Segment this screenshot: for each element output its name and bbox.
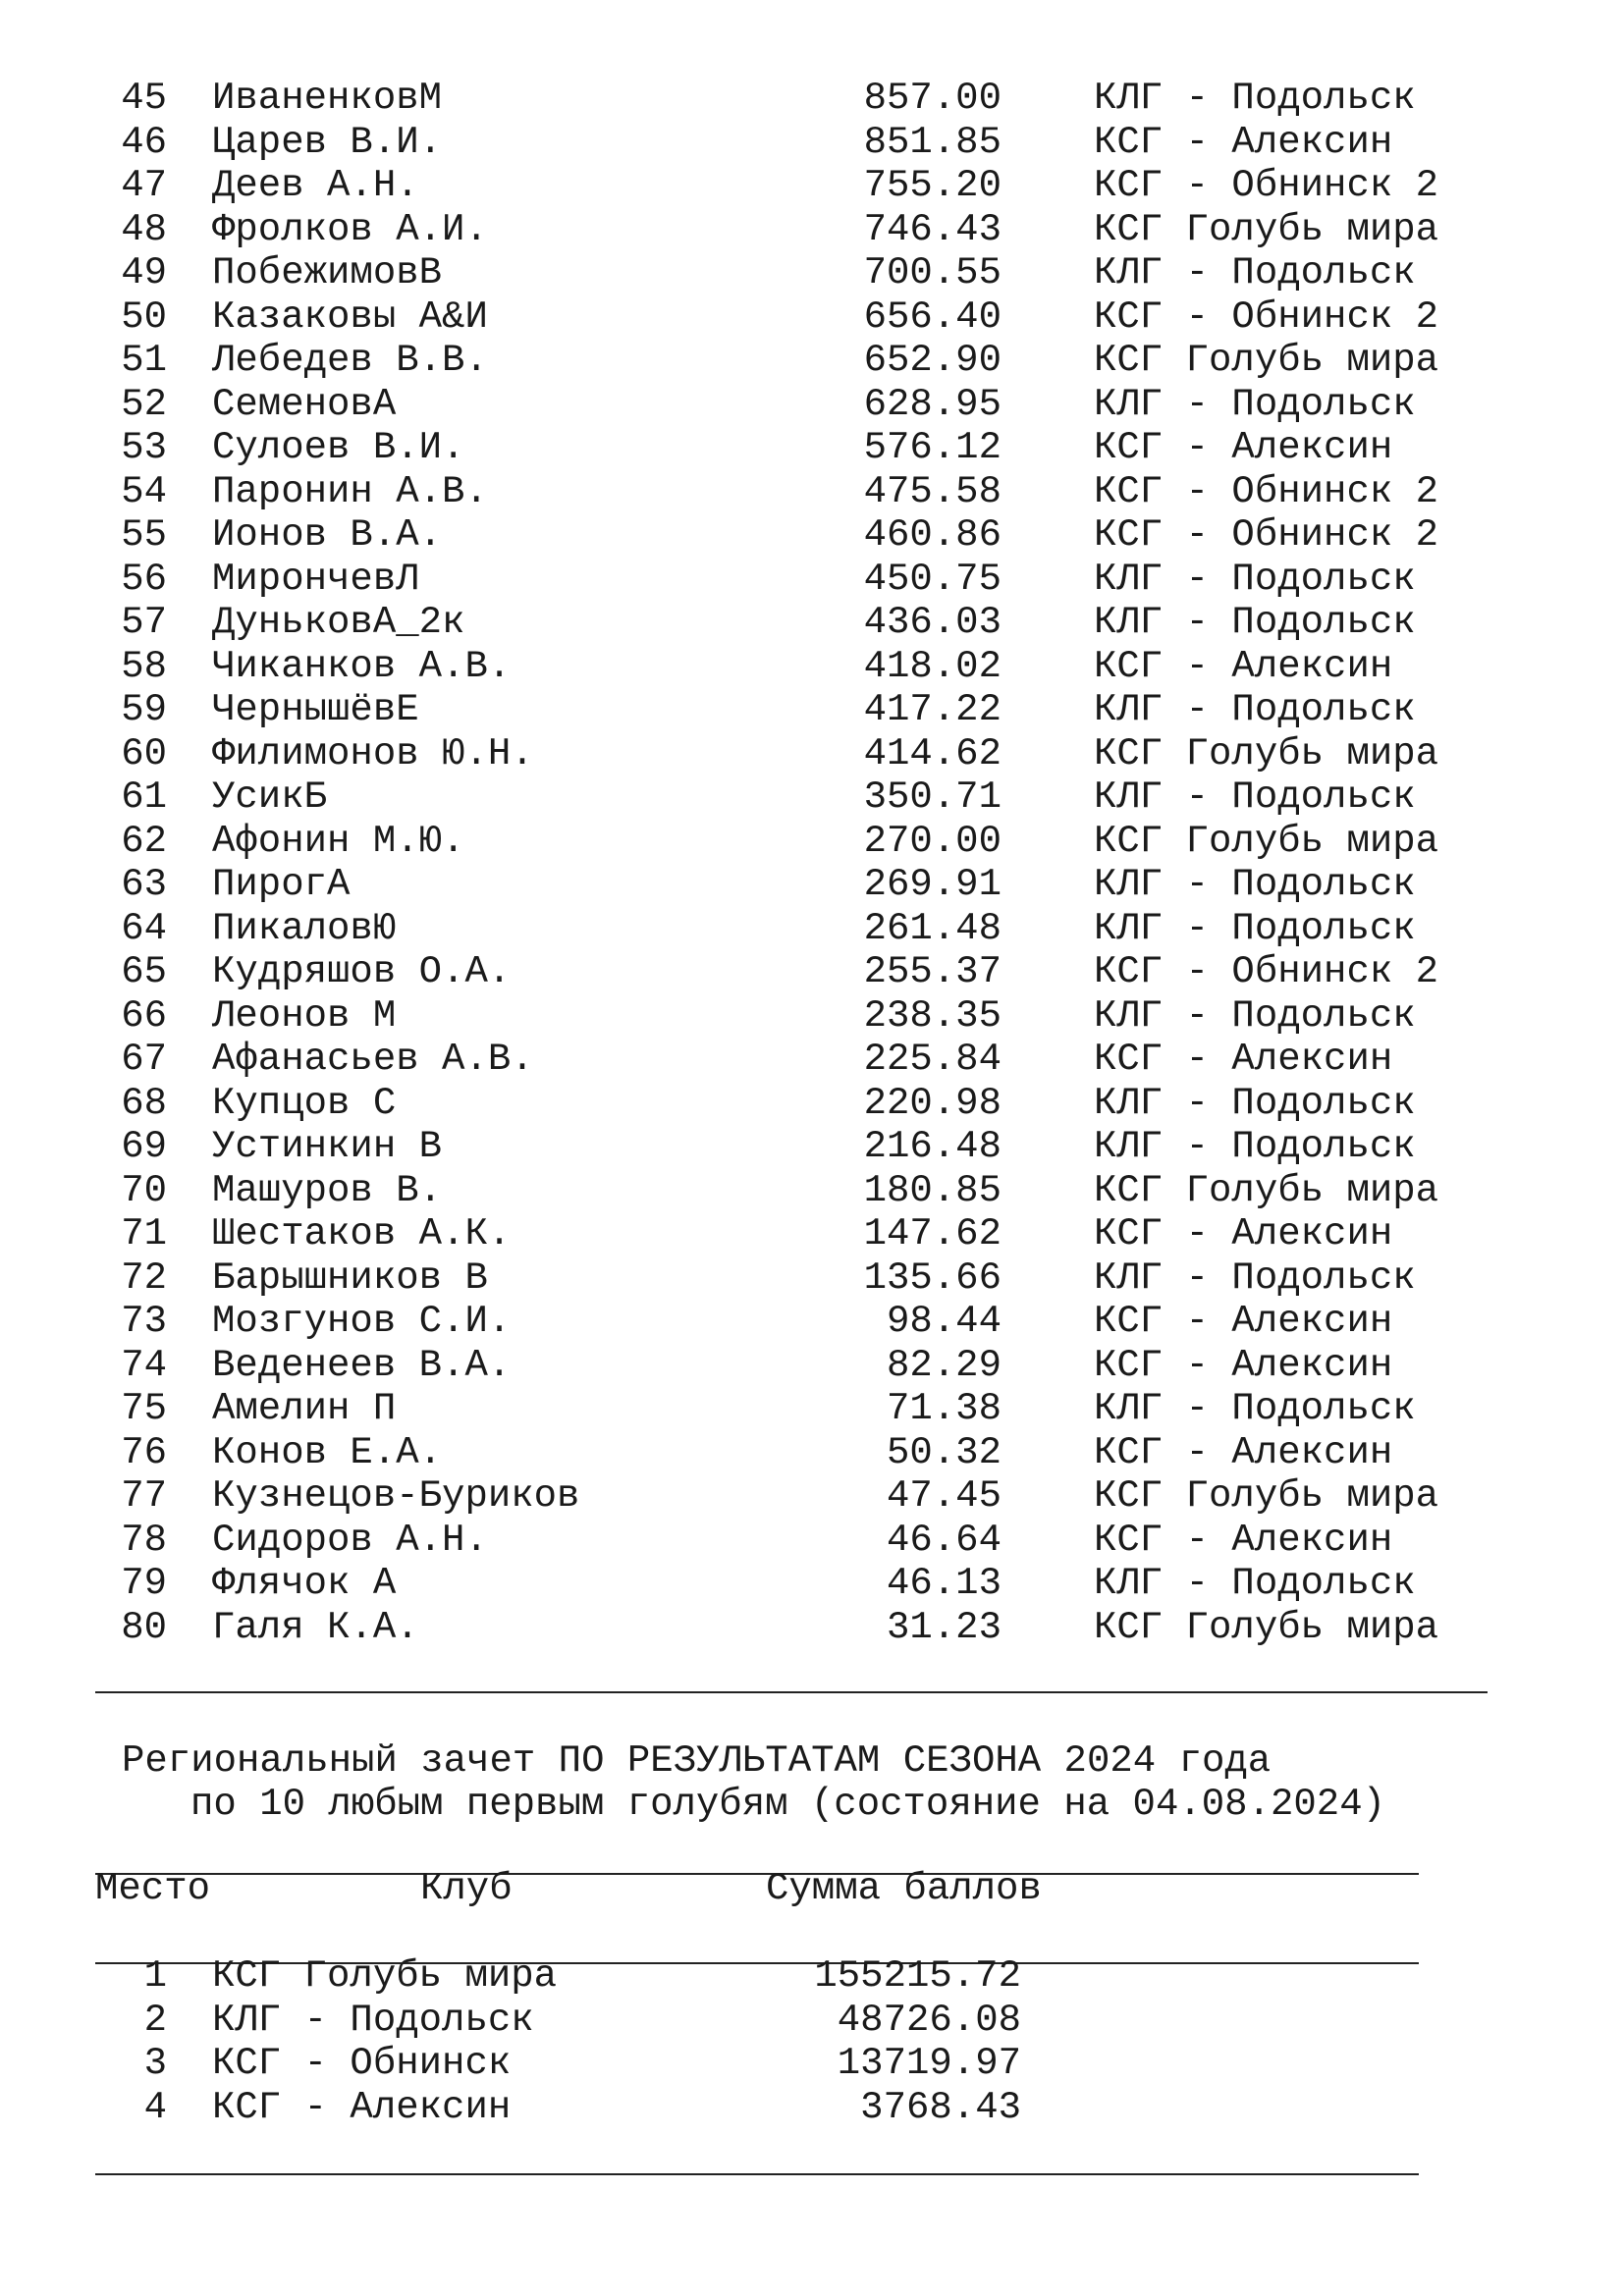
pilot-place: 76: [121, 1430, 167, 1474]
pilot-name: УсикБ: [212, 775, 328, 819]
pilot-score: 857.00: [863, 77, 1001, 120]
pilot-place: 52: [121, 382, 167, 426]
club-place: 4: [143, 2085, 167, 2129]
pilot-place: 48: [121, 207, 167, 251]
pilot-club: КЛГ - Подольск: [1094, 77, 1416, 120]
pilot-place: 66: [121, 993, 167, 1038]
pilot-score: 652.90: [863, 339, 1001, 382]
table-row: [0, 1300, 1624, 1344]
pilot-score: 414.62: [863, 731, 1001, 775]
pilot-score: 31.23: [886, 1605, 1001, 1649]
pilot-score: 82.29: [886, 1343, 1001, 1387]
pilot-name: Кудряшов О.А.: [212, 950, 512, 993]
table-row: [0, 820, 1624, 864]
pilot-score: 50.32: [886, 1430, 1001, 1474]
pilot-club: КЛГ - Подольск: [1094, 557, 1416, 601]
pilot-place: 63: [121, 863, 167, 906]
pilot-club: КЛГ - Подольск: [1094, 1562, 1416, 1605]
pilot-place: 54: [121, 469, 167, 513]
pilot-name: Афонин М.Ю.: [212, 819, 465, 863]
pilot-score: 98.44: [886, 1300, 1001, 1343]
pilot-score: 180.85: [863, 1168, 1001, 1212]
pilot-place: 64: [121, 906, 167, 950]
pilot-name: Филимонов Ю.Н.: [212, 731, 534, 775]
club-place: 1: [143, 1954, 167, 1998]
pilot-score: 147.62: [863, 1212, 1001, 1255]
table-row: [0, 513, 1624, 558]
pilot-club: КСГ - Алексин: [1094, 1430, 1393, 1474]
pilot-club: КСГ Голубь мира: [1094, 207, 1439, 251]
pilot-score: 755.20: [863, 164, 1001, 207]
table-row: [0, 251, 1624, 295]
pilot-club: КЛГ - Подольск: [1094, 688, 1416, 731]
pilot-place: 79: [121, 1562, 167, 1605]
pilot-place: 56: [121, 557, 167, 601]
pilot-score: 851.85: [863, 120, 1001, 164]
pilot-club: КСГ - Обнинск 2: [1094, 164, 1439, 207]
club-name: КСГ Голубь мира: [212, 1954, 558, 1998]
pilot-score: 656.40: [863, 294, 1001, 339]
table-row: [0, 2086, 1624, 2130]
pilot-score: 135.66: [863, 1255, 1001, 1300]
pilot-name: Устинкин В: [212, 1125, 443, 1168]
club-place: 2: [143, 1998, 167, 2042]
header-club: Клуб: [420, 1867, 513, 1910]
pilot-club: КСГ - Алексин: [1094, 1212, 1393, 1255]
pilot-place: 60: [121, 731, 167, 775]
table-row: [0, 645, 1624, 689]
pilot-place: 67: [121, 1038, 167, 1081]
pilot-results-table: [0, 77, 1624, 1649]
pilot-name: ПикаловЮ: [212, 906, 397, 950]
pilot-club: КЛГ - Подольск: [1094, 1255, 1416, 1300]
table-row: [0, 295, 1624, 340]
header-sum: Сумма баллов: [766, 1867, 1042, 1910]
club-table-header: [0, 1867, 1624, 1911]
header-place: Место: [95, 1867, 211, 1910]
pilot-club: КСГ Голубь мира: [1094, 1474, 1439, 1518]
table-row: [0, 426, 1624, 470]
table-row: [0, 863, 1624, 907]
pilot-club: КЛГ - Подольск: [1094, 906, 1416, 950]
table-row: [0, 77, 1624, 121]
table-row: [0, 164, 1624, 208]
table-row: [0, 1212, 1624, 1256]
pilot-score: 436.03: [863, 601, 1001, 644]
pilot-score: 71.38: [886, 1387, 1001, 1430]
pilot-score: 418.02: [863, 644, 1001, 688]
pilot-score: 46.64: [886, 1518, 1001, 1562]
pilot-club: КЛГ - Подольск: [1094, 382, 1416, 426]
table-row: [0, 688, 1624, 732]
pilot-score: 46.13: [886, 1562, 1001, 1605]
pilot-club: КСГ - Обнинск 2: [1094, 513, 1439, 557]
club-name: КСГ - Обнинск: [212, 2042, 512, 2085]
table-row: [0, 1954, 1624, 1999]
pilot-name: Купцов С: [212, 1081, 397, 1125]
pilot-score: 576.12: [863, 426, 1001, 469]
table-row: [0, 601, 1624, 645]
table-row: [0, 1082, 1624, 1126]
pilot-score: 475.58: [863, 469, 1001, 513]
pilot-name: Барышников В: [212, 1255, 488, 1300]
pilot-club: КСГ - Обнинск 2: [1094, 950, 1439, 993]
pilot-club: КСГ - Алексин: [1094, 1343, 1393, 1387]
table-row: [0, 1256, 1624, 1301]
table-row: [0, 208, 1624, 252]
pilot-club: КЛГ - Подольск: [1094, 1081, 1416, 1125]
pilot-score: 417.22: [863, 688, 1001, 731]
pilot-name: Сулоев В.И.: [212, 426, 465, 469]
table-row: [0, 1474, 1624, 1519]
pilot-score: 270.00: [863, 819, 1001, 863]
pilot-name: ДуньковА_2к: [212, 601, 465, 644]
pilot-place: 46: [121, 120, 167, 164]
pilot-name: Казаковы А&И: [212, 294, 488, 339]
club-sum: 48726.08: [837, 1998, 1021, 2042]
pilot-name: Сидоров А.Н.: [212, 1518, 488, 1562]
pilot-club: КСГ - Алексин: [1094, 120, 1393, 164]
table-row: [0, 121, 1624, 165]
table-row: [0, 1169, 1624, 1213]
pilot-name: ПобежимовВ: [212, 251, 443, 294]
pilot-score: 47.45: [886, 1474, 1001, 1518]
table-row: [0, 1431, 1624, 1475]
pilot-place: 61: [121, 775, 167, 819]
pilot-place: 50: [121, 294, 167, 339]
table-row: [0, 907, 1624, 951]
pilot-place: 78: [121, 1518, 167, 1562]
table-row: [0, 732, 1624, 776]
pilot-club: КСГ - Обнинск 2: [1094, 469, 1439, 513]
pilot-score: 225.84: [863, 1038, 1001, 1081]
pilot-place: 77: [121, 1474, 167, 1518]
pilot-place: 49: [121, 251, 167, 294]
table-row: [0, 1387, 1624, 1431]
pilot-club: КСГ - Обнинск 2: [1094, 294, 1439, 339]
club-name: КЛГ - Подольск: [212, 1998, 534, 2042]
pilot-score: 220.98: [863, 1081, 1001, 1125]
pilot-club: КСГ - Алексин: [1094, 1300, 1393, 1343]
pilot-name: Веденеев В.А.: [212, 1343, 512, 1387]
pilot-name: Шестаков А.К.: [212, 1212, 512, 1255]
pilot-club: КЛГ - Подольск: [1094, 775, 1416, 819]
pilot-score: 746.43: [863, 207, 1001, 251]
pilot-name: Леонов М: [212, 993, 397, 1038]
table-row: [0, 1038, 1624, 1082]
pilot-club: КСГ Голубь мира: [1094, 731, 1439, 775]
pilot-club: КСГ Голубь мира: [1094, 1168, 1439, 1212]
club-results-table: [0, 1954, 1624, 2129]
pilot-name: ПирогА: [212, 863, 351, 906]
pilot-score: 350.71: [863, 775, 1001, 819]
pilot-club: КСГ - Алексин: [1094, 426, 1393, 469]
pilot-place: 47: [121, 164, 167, 207]
pilot-name: ИваненковМ: [212, 77, 443, 120]
pilot-place: 65: [121, 950, 167, 993]
table-row: [0, 558, 1624, 602]
pilot-place: 59: [121, 688, 167, 731]
pilot-place: 75: [121, 1387, 167, 1430]
pilot-score: 450.75: [863, 557, 1001, 601]
pilot-club: КЛГ - Подольск: [1094, 1125, 1416, 1168]
pilot-club: КСГ Голубь мира: [1094, 339, 1439, 382]
table-row: [0, 339, 1624, 383]
pilot-place: 80: [121, 1605, 167, 1649]
pilot-place: 70: [121, 1168, 167, 1212]
pilot-club: КЛГ - Подольск: [1094, 993, 1416, 1038]
pilot-name: Машуров В.: [212, 1168, 443, 1212]
club-sum: 155215.72: [814, 1954, 1021, 1998]
pilot-place: 57: [121, 601, 167, 644]
pilot-name: Ионов В.А.: [212, 513, 443, 557]
table-row: [0, 383, 1624, 427]
table-row: [0, 2042, 1624, 2086]
pilot-name: Флячок А: [212, 1562, 397, 1605]
pilot-place: 62: [121, 819, 167, 863]
table-row: [0, 470, 1624, 514]
pilot-name: Амелин П: [212, 1387, 397, 1430]
club-name: КСГ - Алексин: [212, 2085, 512, 2129]
pilot-place: 73: [121, 1300, 167, 1343]
pilot-name: Царев В.И.: [212, 120, 443, 164]
club-sum: 3768.43: [860, 2085, 1021, 2129]
pilot-name: Галя К.А.: [212, 1605, 419, 1649]
table-row: [0, 1344, 1624, 1388]
pilot-name: Деев А.Н.: [212, 164, 419, 207]
pilot-club: КСГ - Алексин: [1094, 1038, 1393, 1081]
pilot-score: 460.86: [863, 513, 1001, 557]
pilot-name: Фролков А.И.: [212, 207, 488, 251]
club-place: 3: [143, 2042, 167, 2085]
pilot-club: КСГ - Алексин: [1094, 1518, 1393, 1562]
table-row: [0, 1125, 1624, 1169]
separator-line: [95, 1691, 1488, 1693]
pilot-club: КЛГ - Подольск: [1094, 1387, 1416, 1430]
pilot-place: 68: [121, 1081, 167, 1125]
regional-title-line-1: Региональный зачет ПО РЕЗУЛЬТАТАМ СЕЗОНА 2024 года: [122, 1739, 1272, 1783]
pilot-club: КСГ Голубь мира: [1094, 1605, 1439, 1649]
pilot-score: 700.55: [863, 251, 1001, 294]
pilot-place: 45: [121, 77, 167, 120]
pilot-place: 51: [121, 339, 167, 382]
pilot-score: 216.48: [863, 1125, 1001, 1168]
pilot-name: Кузнецов-Буриков: [212, 1474, 580, 1518]
pilot-name: ЧернышёвЕ: [212, 688, 419, 731]
pilot-score: 255.37: [863, 950, 1001, 993]
pilot-club: КСГ - Алексин: [1094, 644, 1393, 688]
pilot-place: 72: [121, 1255, 167, 1300]
pilot-club: КСГ Голубь мира: [1094, 819, 1439, 863]
pilot-score: 261.48: [863, 906, 1001, 950]
pilot-score: 238.35: [863, 993, 1001, 1038]
table-row: [0, 775, 1624, 820]
pilot-score: 628.95: [863, 382, 1001, 426]
pilot-score: 269.91: [863, 863, 1001, 906]
table-row: [0, 950, 1624, 994]
pilot-place: 55: [121, 513, 167, 557]
pilot-name: Чиканков А.В.: [212, 644, 512, 688]
table-row: [0, 1999, 1624, 2043]
pilot-place: 71: [121, 1212, 167, 1255]
pilot-club: КЛГ - Подольск: [1094, 863, 1416, 906]
pilot-place: 53: [121, 426, 167, 469]
pilot-name: Паронин А.В.: [212, 469, 488, 513]
separator-line: [95, 2173, 1419, 2175]
regional-title-line-2: по 10 любым первым голубям (состояние на 04.08.2024): [190, 1783, 1385, 1826]
pilot-name: СеменовА: [212, 382, 397, 426]
club-sum: 13719.97: [837, 2042, 1021, 2085]
pilot-name: Лебедев В.В.: [212, 339, 488, 382]
pilot-place: 69: [121, 1125, 167, 1168]
pilot-name: Конов Е.А.: [212, 1430, 443, 1474]
table-row: [0, 994, 1624, 1039]
pilot-name: МирончевЛ: [212, 557, 419, 601]
pilot-club: КЛГ - Подольск: [1094, 601, 1416, 644]
pilot-place: 74: [121, 1343, 167, 1387]
pilot-club: КЛГ - Подольск: [1094, 251, 1416, 294]
table-row: [0, 1562, 1624, 1606]
pilot-name: Афанасьев А.В.: [212, 1038, 534, 1081]
table-row: [0, 1519, 1624, 1563]
pilot-place: 58: [121, 644, 167, 688]
pilot-name: Мозгунов С.И.: [212, 1300, 512, 1343]
table-row: [0, 1606, 1624, 1650]
